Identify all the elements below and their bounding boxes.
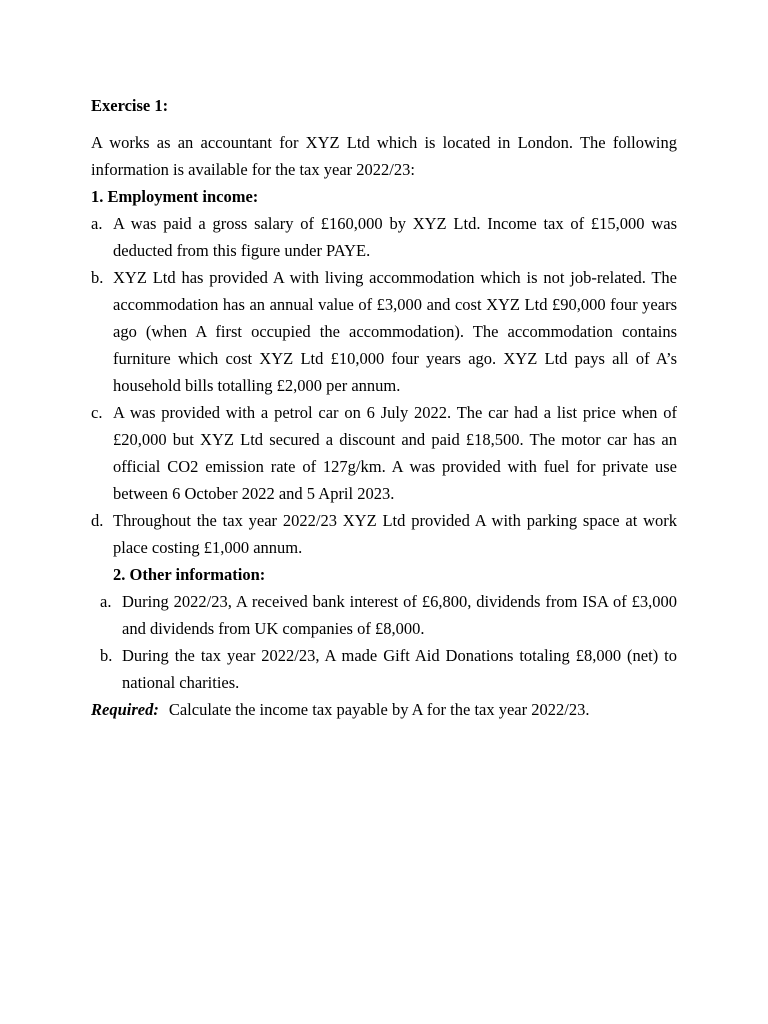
document-page: [91, 92, 677, 723]
employment-income-list: [91, 210, 677, 561]
list-item-text: During 2022/23, A received bank interest of £6,800, dividends from ISA of £3,000 and dividends from UK companies of £8,000.: [122, 592, 677, 638]
required-label: Required:: [91, 700, 159, 719]
list-item: [91, 642, 677, 696]
list-item-text: Throughout the tax year 2022/23 XYZ Ltd provided A with parking space at work place costing £1,000 annum.: [113, 511, 677, 557]
exercise-title: Exercise 1:: [91, 96, 169, 115]
list-item: [91, 210, 677, 264]
list-marker: c.: [91, 403, 103, 422]
list-marker: a.: [91, 214, 103, 233]
list-item: [91, 507, 677, 561]
list-marker: d.: [91, 511, 104, 530]
required-text: Calculate the income tax payable by A for the tax year 2022/23.: [168, 700, 590, 719]
section-heading-other-information: 2. Other information:: [113, 565, 266, 584]
list-item: [91, 399, 677, 507]
list-item-text: XYZ Ltd has provided A with living accommodation which is not job-related. The accommodation has an annual value of £3,000 and cost XYZ Ltd £90,000 four years ago (when A first occupied the accommodation). The accommodation contains furniture which cost XYZ Ltd £10,000 four years ago. XYZ Ltd pays all of A’s household bills totalling £2,000 per annum.: [113, 268, 677, 395]
list-item: [91, 264, 677, 399]
list-item-text: During the tax year 2022/23, A made Gift Aid Donations totaling £8,000 (net) to national charities.: [122, 646, 677, 692]
list-marker: a.: [100, 592, 112, 611]
other-information-list: [91, 588, 677, 696]
intro-paragraph: A works as an accountant for XYZ Ltd which is located in London. The following information is available for the tax year 2022/23:: [91, 133, 677, 179]
list-item-text: A was paid a gross salary of £160,000 by XYZ Ltd. Income tax of £15,000 was deducted from this figure under PAYE.: [113, 214, 677, 260]
required-statement: [91, 696, 677, 723]
list-item: [91, 588, 677, 642]
list-marker: b.: [100, 646, 113, 665]
list-item-text: A was provided with a petrol car on 6 July 2022. The car had a list price when of £20,000 but XYZ Ltd secured a discount and paid £18,500. The motor car has an official CO2 emission rate of 127g/km. A was provided with fuel for private use between 6 October 2022 and 5 April 2023.: [113, 403, 677, 503]
list-marker: b.: [91, 268, 104, 287]
section-heading-employment-income: 1. Employment income:: [91, 187, 259, 206]
